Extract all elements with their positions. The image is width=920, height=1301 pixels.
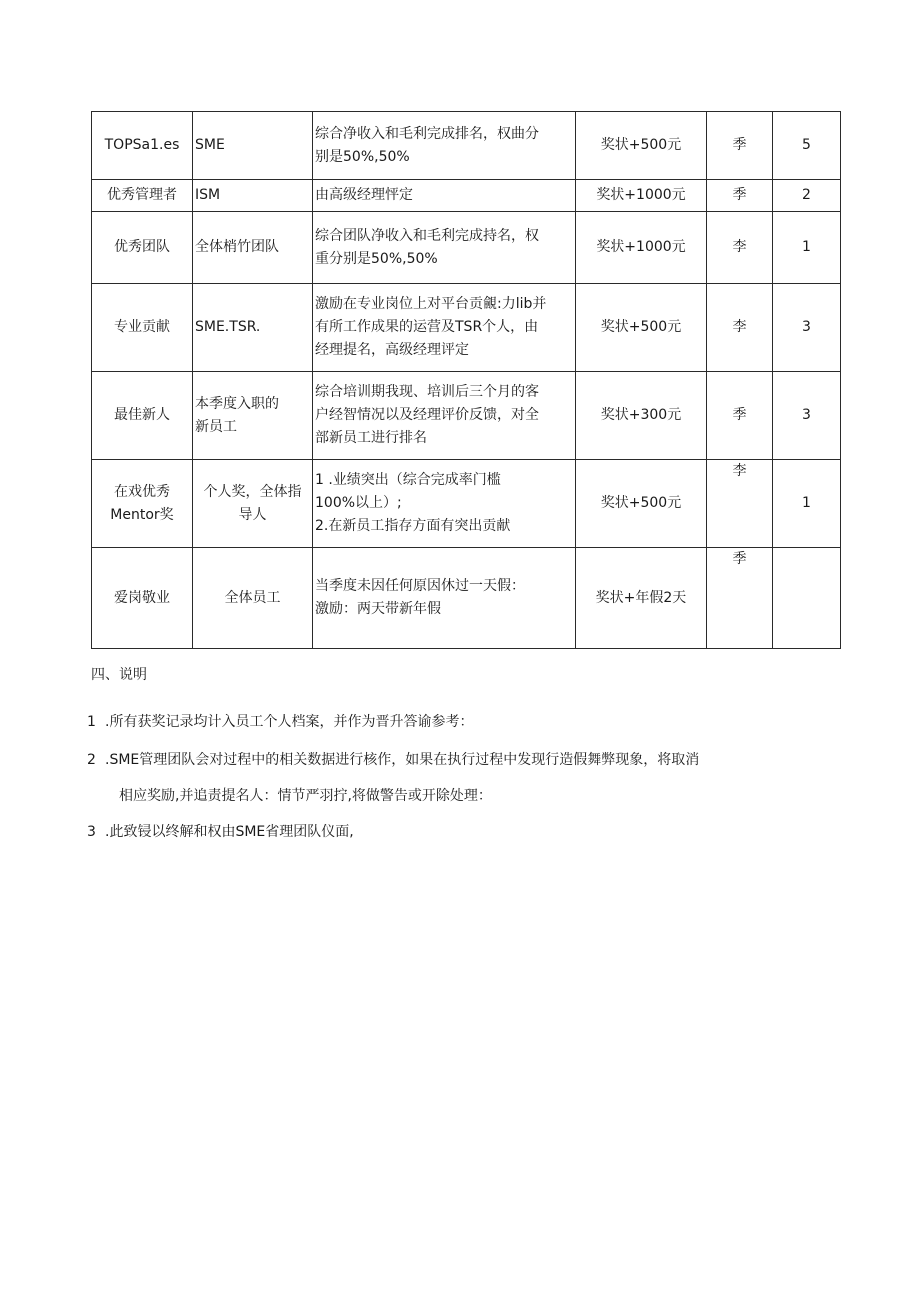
award-criteria-cell <box>313 180 576 212</box>
award-criteria-cell-line: 别是50%,50% <box>315 148 410 165</box>
table-row <box>92 548 841 649</box>
award-criteria-cell-line: 综合培训期我现、培训后三个月的客 <box>315 384 539 400</box>
award-target-cell-line: 全体梢竹团队 <box>195 239 279 255</box>
award-period-cell: 季 <box>707 180 773 212</box>
award-criteria-cell-line: 综合净收入和毛利完成排名，权曲分 <box>315 125 539 142</box>
award-period-cell: 李 <box>707 460 773 548</box>
award-target-cell-line: 全体员工 <box>224 589 281 606</box>
award-name-cell <box>92 180 193 212</box>
table-row <box>92 180 841 212</box>
award-criteria-cell-line: 户经智情况以及经理评价反馈，对全 <box>315 407 539 423</box>
award-target-cell-line: 个人奖，全体指 <box>203 483 302 500</box>
award-reward-cell: 奖状+年假2天 <box>576 548 707 649</box>
awards-table <box>91 111 841 649</box>
table-row <box>92 212 841 284</box>
award-criteria-cell-line: 100%以上）; <box>315 495 402 511</box>
award-name-cell-line: 最佳新人 <box>114 407 170 423</box>
award-name-cell <box>92 112 193 180</box>
award-target-cell <box>193 372 313 460</box>
award-criteria-cell-line: 由高级经理怦定 <box>315 187 413 203</box>
note-text: .所有获奖记录均计入员工个人档案，并作为晋升答谕参考： <box>105 714 474 730</box>
award-criteria-cell-line: 部新员工进行排名 <box>315 430 427 446</box>
table-row <box>92 284 841 372</box>
award-criteria-cell <box>313 112 576 180</box>
award-reward-cell: 奖状+500元 <box>576 112 707 180</box>
award-criteria-cell <box>313 460 576 548</box>
note-item-3 <box>87 821 354 841</box>
award-reward-cell: 奖状+500元 <box>576 460 707 548</box>
note-text: .此致锓以终解和权由SME省理团队仪面, <box>105 824 354 840</box>
award-criteria-cell-line: 2.在新员工指存方面有突出贡献 <box>315 518 511 534</box>
award-name-cell-line: 专业贡献 <box>114 319 170 335</box>
award-name-cell <box>92 212 193 284</box>
award-target-cell-line: SME.TSR. <box>195 319 261 335</box>
award-criteria-cell-line: 当季度未因任何原因休过一天假： <box>315 578 525 594</box>
award-criteria-cell <box>313 548 576 649</box>
note-item-2 <box>87 749 699 769</box>
award-name-cell-line: 优秀管理者 <box>107 187 177 203</box>
table-row <box>92 372 841 460</box>
award-criteria-cell <box>313 372 576 460</box>
award-name-cell-line: 爱岗敬业 <box>114 589 170 606</box>
award-period-cell: 季 <box>707 548 773 649</box>
note-number: 3 <box>87 824 96 840</box>
note-number: 2 <box>87 752 96 768</box>
award-criteria-cell-line: 有所工作成果的运营及TSR个人，由 <box>315 319 539 335</box>
note-text: .SME管理团队会对过程中的相关数据进行核作，如果在执行过程中发现行造假舞弊现象，将取消 <box>105 752 700 768</box>
award-name-cell-line: 在戏优秀 <box>114 483 170 500</box>
award-count-cell <box>773 548 841 649</box>
note-item-1 <box>87 711 473 731</box>
award-name-cell-line: Mentor奖 <box>110 506 174 523</box>
award-name-cell <box>92 460 193 548</box>
award-name-cell <box>92 284 193 372</box>
award-name-cell <box>92 548 193 649</box>
award-criteria-cell-line: 1 .业绩突出（综合完成率门槛 <box>315 472 501 488</box>
award-period-cell: 李 <box>707 284 773 372</box>
award-criteria-cell-line: 综合团队净收入和毛利完成持名，权 <box>315 227 539 244</box>
award-reward-cell: 奖状+500元 <box>576 284 707 372</box>
award-period-cell: 李 <box>707 212 773 284</box>
award-count-cell: 5 <box>773 112 841 180</box>
table-row <box>92 112 841 180</box>
award-criteria-cell-line: 重分别是50%,50% <box>315 250 438 267</box>
award-reward-cell: 奖状+300元 <box>576 372 707 460</box>
award-count-cell: 1 <box>773 460 841 548</box>
award-criteria-cell-line: 激励：两天带新年假 <box>315 601 441 617</box>
award-reward-cell: 奖状+1000元 <box>576 212 707 284</box>
award-period-cell: 季 <box>707 372 773 460</box>
award-count-cell: 1 <box>773 212 841 284</box>
note-item-2-continuation: 相应奖励,并追责提名人：情节严羽拧,将做警告或开除处理： <box>119 788 492 804</box>
award-target-cell <box>193 548 313 649</box>
award-target-cell <box>193 212 313 284</box>
award-criteria-cell-line: 经理提名，高级经理评定 <box>315 342 469 358</box>
award-reward-cell: 奖状+1000元 <box>576 180 707 212</box>
award-target-cell-line: 本季度入职的 <box>195 395 279 412</box>
award-criteria-cell <box>313 284 576 372</box>
award-target-cell <box>193 284 313 372</box>
award-target-cell-line: 新员工 <box>195 418 237 435</box>
award-name-cell-line: 优秀团队 <box>114 239 170 255</box>
award-name-cell-line: TOPSa1.es <box>104 137 180 153</box>
table-row <box>92 460 841 548</box>
award-target-cell <box>193 112 313 180</box>
award-count-cell: 3 <box>773 372 841 460</box>
note-number: 1 <box>87 714 96 730</box>
award-target-cell-line: 导人 <box>238 506 267 523</box>
award-criteria-cell-line: 激励在专业岗位上对平台贡覦:力lib并 <box>315 296 547 312</box>
award-target-cell <box>193 460 313 548</box>
award-target-cell <box>193 180 313 212</box>
award-period-cell: 季 <box>707 112 773 180</box>
award-count-cell: 3 <box>773 284 841 372</box>
award-name-cell <box>92 372 193 460</box>
award-target-cell-line: ISM <box>195 187 221 203</box>
award-target-cell-line: SME <box>195 137 225 153</box>
award-count-cell: 2 <box>773 180 841 212</box>
notes-heading: 四、说明 <box>91 667 147 683</box>
award-criteria-cell <box>313 212 576 284</box>
